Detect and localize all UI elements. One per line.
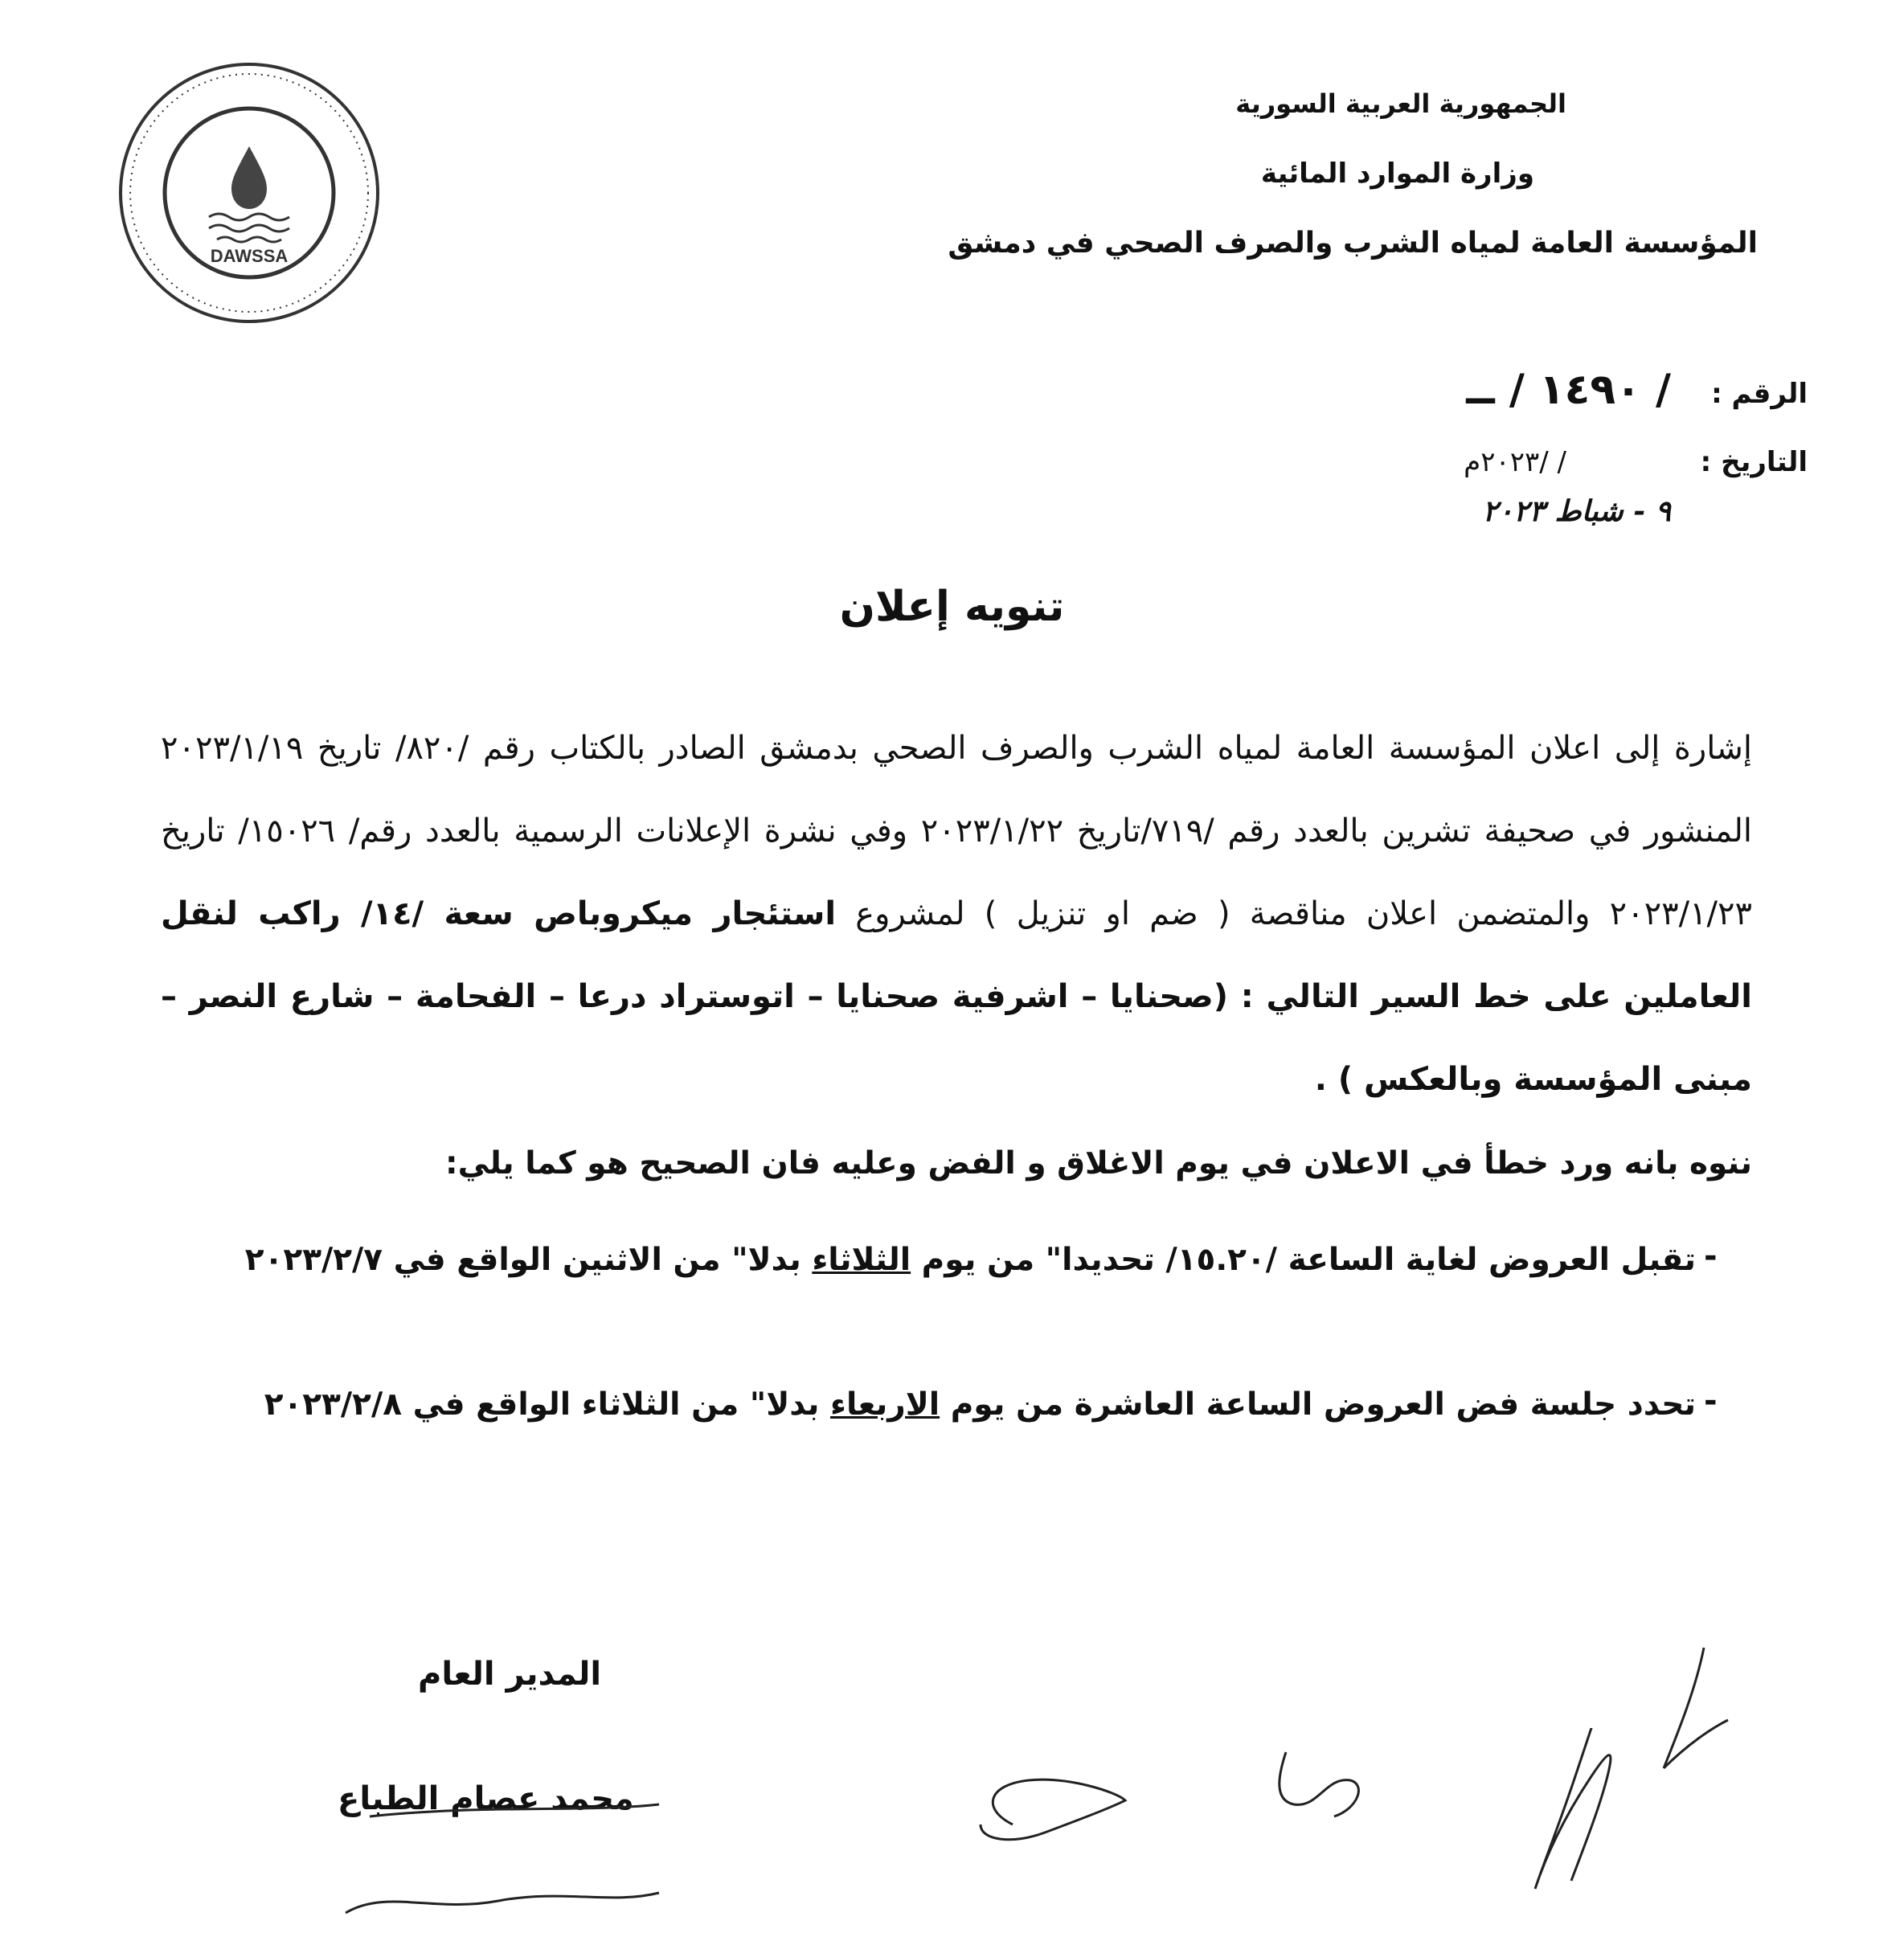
item-2-text-after: بدلا" من الثلاثاء الواقع في ٢٠٢٣/٢/٨ [264, 1386, 831, 1423]
paragraph-text: إشارة إلى اعلان المؤسسة العامة لمياه الشرب والصرف الصحي بدمشق الصادر بالكتاب رقم /٨٢٠/ تاريخ ٢٠٢٣/١/١٩ المنشور في صحيفة تشرين بالعدد رقم /٧١٩/تاريخ ٢٠٢٣/١/٢٢ وفي نشرة الإعلانات الرسمية بالعدد رقم/ ١٥٠٢٦/ تاريخ ٢٠٢٣/١/٢٣ والمتضمن اعلان مناقصة ( ضم او تنزيل ) لمشروع [161, 730, 1753, 932]
item-2-text-before: تحدد جلسة فض العروض الساعة العاشرة من يوم [940, 1386, 1696, 1423]
signature-2 [1280, 1752, 1359, 1816]
signature-3-top [1543, 1640, 1752, 1776]
reference-date-label: التاريخ : [1700, 446, 1808, 478]
signature-1 [981, 1779, 1125, 1840]
water-drop-icon [231, 146, 267, 209]
list-item [241, 1378, 1696, 1431]
signature-strike-stroke [370, 1804, 659, 1816]
header-country: الجمهورية العربية السورية [1235, 88, 1566, 119]
signature-underline-stroke [346, 1893, 659, 1913]
correction-note: ننوه بانه ورد خطأ في الاعلان في يوم الاغلاق و الفض وعليه فان الصحيح هو كما يلي: [445, 1145, 1752, 1182]
item-1-underlined-day: الثلاثاء [812, 1242, 911, 1278]
signature-title: المدير العام [418, 1656, 602, 1693]
paragraph-bold-text: استئجار ميكروباص سعة /١٤/ راكب لنقل العاملين على خط السير التالي : (صحنايا – اشرفية صحنايا – اتوستراد درعا – الفحامة – شارع النصر – مبنى المؤسسة وبالعكس ) . [161, 895, 1752, 1098]
signature-name: محمد عصام الطباع [338, 1780, 634, 1817]
handwritten-date: ٩ - شباط ٢٠٢٣ [1482, 494, 1671, 528]
seal-graphic [113, 56, 386, 330]
item-1-text-after: بدلا" من الاثنين الواقع في ٢٠٢٣/٢/٧ [244, 1242, 813, 1278]
page-title: تنويه إعلان [839, 583, 1065, 631]
dawssa-seal [113, 56, 386, 330]
item-1-text-before: تقبل العروض لغاية الساعة /١٥.٢٠/ تحديدا" من يوم [911, 1242, 1696, 1278]
item-1-dash: - [1704, 1238, 1718, 1275]
reference-number-value: / ١٤٩٠ / ــ [1466, 366, 1671, 414]
item-2-underlined-day: الاربعاء [830, 1386, 940, 1423]
announcement-paragraph [161, 707, 1752, 1121]
item-2-dash: - [1704, 1382, 1718, 1419]
reference-date-value: / /٢٠٢٣م [1464, 446, 1566, 478]
list-item [241, 1234, 1696, 1286]
header-establishment: المؤسسة العامة لمياه الشرب والصرف الصحي في دمشق [948, 227, 1758, 260]
seal-label: DAWSSA [210, 246, 289, 266]
reference-number-label: الرقم : [1711, 378, 1808, 410]
header-ministry: وزارة الموارد المائية [1260, 158, 1534, 190]
